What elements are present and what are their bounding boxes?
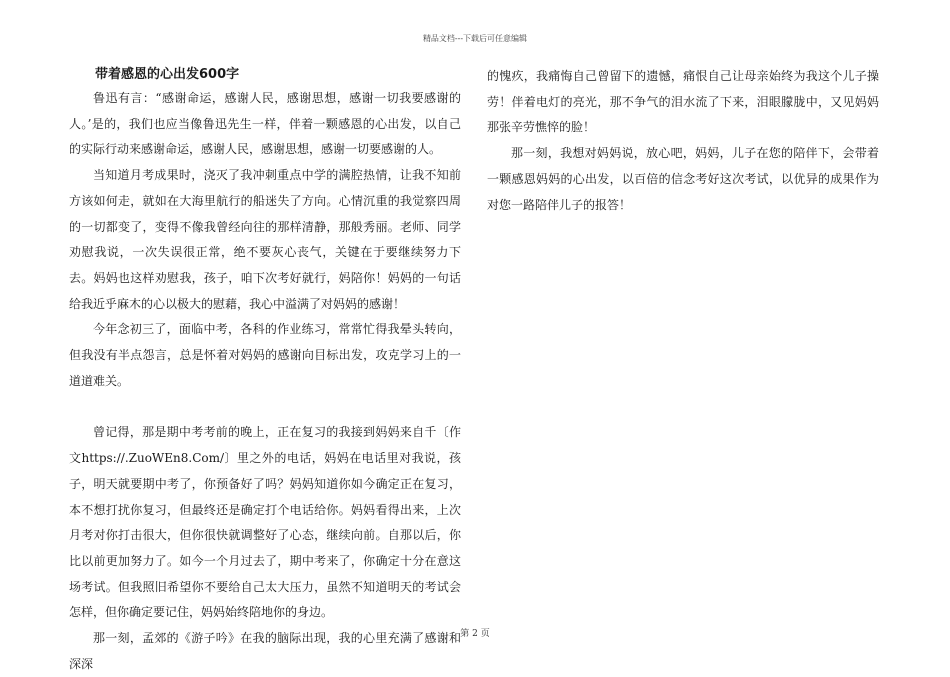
paragraph-moment: 那一刻，孟郊的《游子吟》在我的脑际出现，我的心里充满了感谢和深深	[69, 631, 461, 671]
paragraph-grade-three: 今年念初三了，面临中考，各科的作业练习，常常忙得我晕头转向，但我没有半点怨言，总是怀着对妈妈的感谢向目标出发，攻克学习上的一道道难关。	[69, 322, 461, 388]
page-number: 第 2 页	[460, 629, 490, 639]
paragraph-continued: 的愧疚，我痛悔自己曾留下的遗憾，痛恨自己让母亲始终为我这个儿子操劳！伴着电灯的亮光，那不争气的泪水流了下来，泪眼朦胧中，又见妈妈那张辛劳憔悴的脸！	[487, 69, 879, 135]
left-column	[69, 64, 461, 677]
paragraph-gap	[69, 394, 461, 420]
paragraph-phone-call: 曾记得，那是期中考考前的晚上，正在复习的我接到妈妈来自千〔作文https://.ZuoWEn8.Com/〕里之外的电话，妈妈在电话里对我说，孩子，明天就要期中考了，你预备好了吗？妈妈知道你如今确定正在复习，本不想打扰你复习，但最终还是确定打个电话给你。妈妈看得出来，上次月考对你打击很大，但你很快就调整好了心态，继续向前。自那以后，你比以前更加努力了。如今一个月过去了，期中考来了，你确定十分在意这场考试。但我照旧希望你不要给自己太大压力，虽然不知道明天的考试会怎样，但你确定要记住，妈妈始终陪地你的身边。	[69, 425, 461, 620]
article-title: 带着感恩的心出发600字	[95, 67, 240, 82]
right-column	[487, 64, 879, 218]
page-header: 精品文档---下载后可任意编辑	[422, 34, 528, 43]
paragraph-monthly-exam: 当知道月考成果时，浇灭了我冲刺重点中学的满腔热情，让我不知前方该如何走，就如在大海里航行的船迷失了方向。心情沉重的我觉察四周的一切都变了，变得不像我曾经向往的那样清静，那般秀丽。老师、同学劝慰我说，一次失误很正常，绝不要灰心丧气，关键在于要继续努力下去。妈妈也这样劝慰我，孩子，咱下次考好就行，妈陪你！妈妈的一句话给我近乎麻木的心以极大的慰藉，我心中溢满了对妈妈的感谢！	[69, 168, 461, 311]
paragraph-quote: 鲁迅有言：“感谢命运，感谢人民，感谢思想，感谢一切我要感谢的人。’是的，我们也应当像鲁迅先生一样，伴着一颗感恩的心出发，以自己的实际行动来感谢命运，感谢人民，感谢思想，感谢一切要感谢的人。	[69, 91, 461, 157]
paragraph-conclusion: 那一刻，我想对妈妈说，放心吧，妈妈，儿子在您的陪伴下，会带着一颗感恩妈妈的心出发，以百倍的信念考好这次考试，以优异的成果作为对您一路陪伴儿子的报答！	[487, 146, 879, 212]
